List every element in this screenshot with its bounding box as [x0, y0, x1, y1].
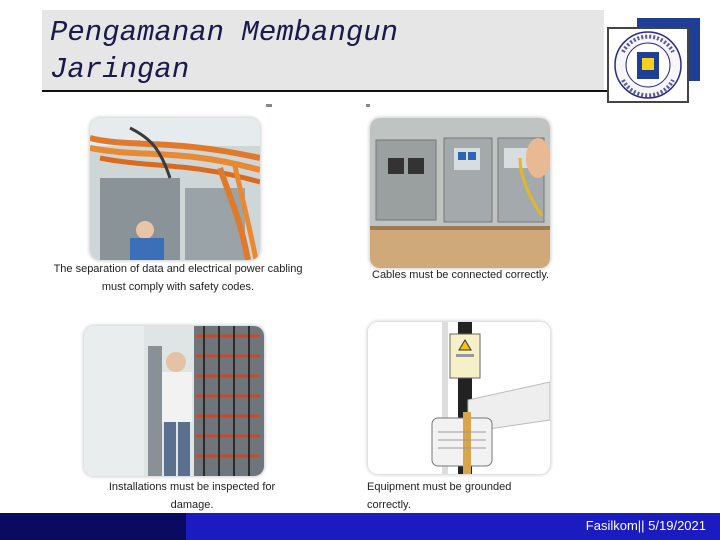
footer-label: Fasilkom|| 5/19/2021	[585, 518, 706, 533]
university-seal-icon	[611, 30, 685, 100]
connection-photo	[370, 118, 550, 268]
scan-artifact	[266, 104, 272, 107]
caption-inspection: Installations must be inspected for damage.	[108, 481, 276, 511]
caption-connection: Cables must be connected correctly.	[372, 269, 550, 281]
scan-artifact	[366, 104, 370, 107]
cabling-photo	[90, 118, 260, 260]
university-logo	[607, 27, 689, 103]
inspection-photo	[84, 326, 264, 476]
grounding-illustration	[368, 322, 550, 474]
caption-grounding: Equipment must be grounded correctly.	[367, 481, 512, 511]
footer-dark-band	[0, 513, 186, 540]
title-divider	[42, 90, 637, 92]
caption-cabling: The separation of data and electrical power cabling must comply with safety codes.	[53, 263, 303, 293]
slide-title: Pengamanan Membangun Jaringan	[50, 16, 399, 86]
footer-bar	[186, 513, 720, 540]
